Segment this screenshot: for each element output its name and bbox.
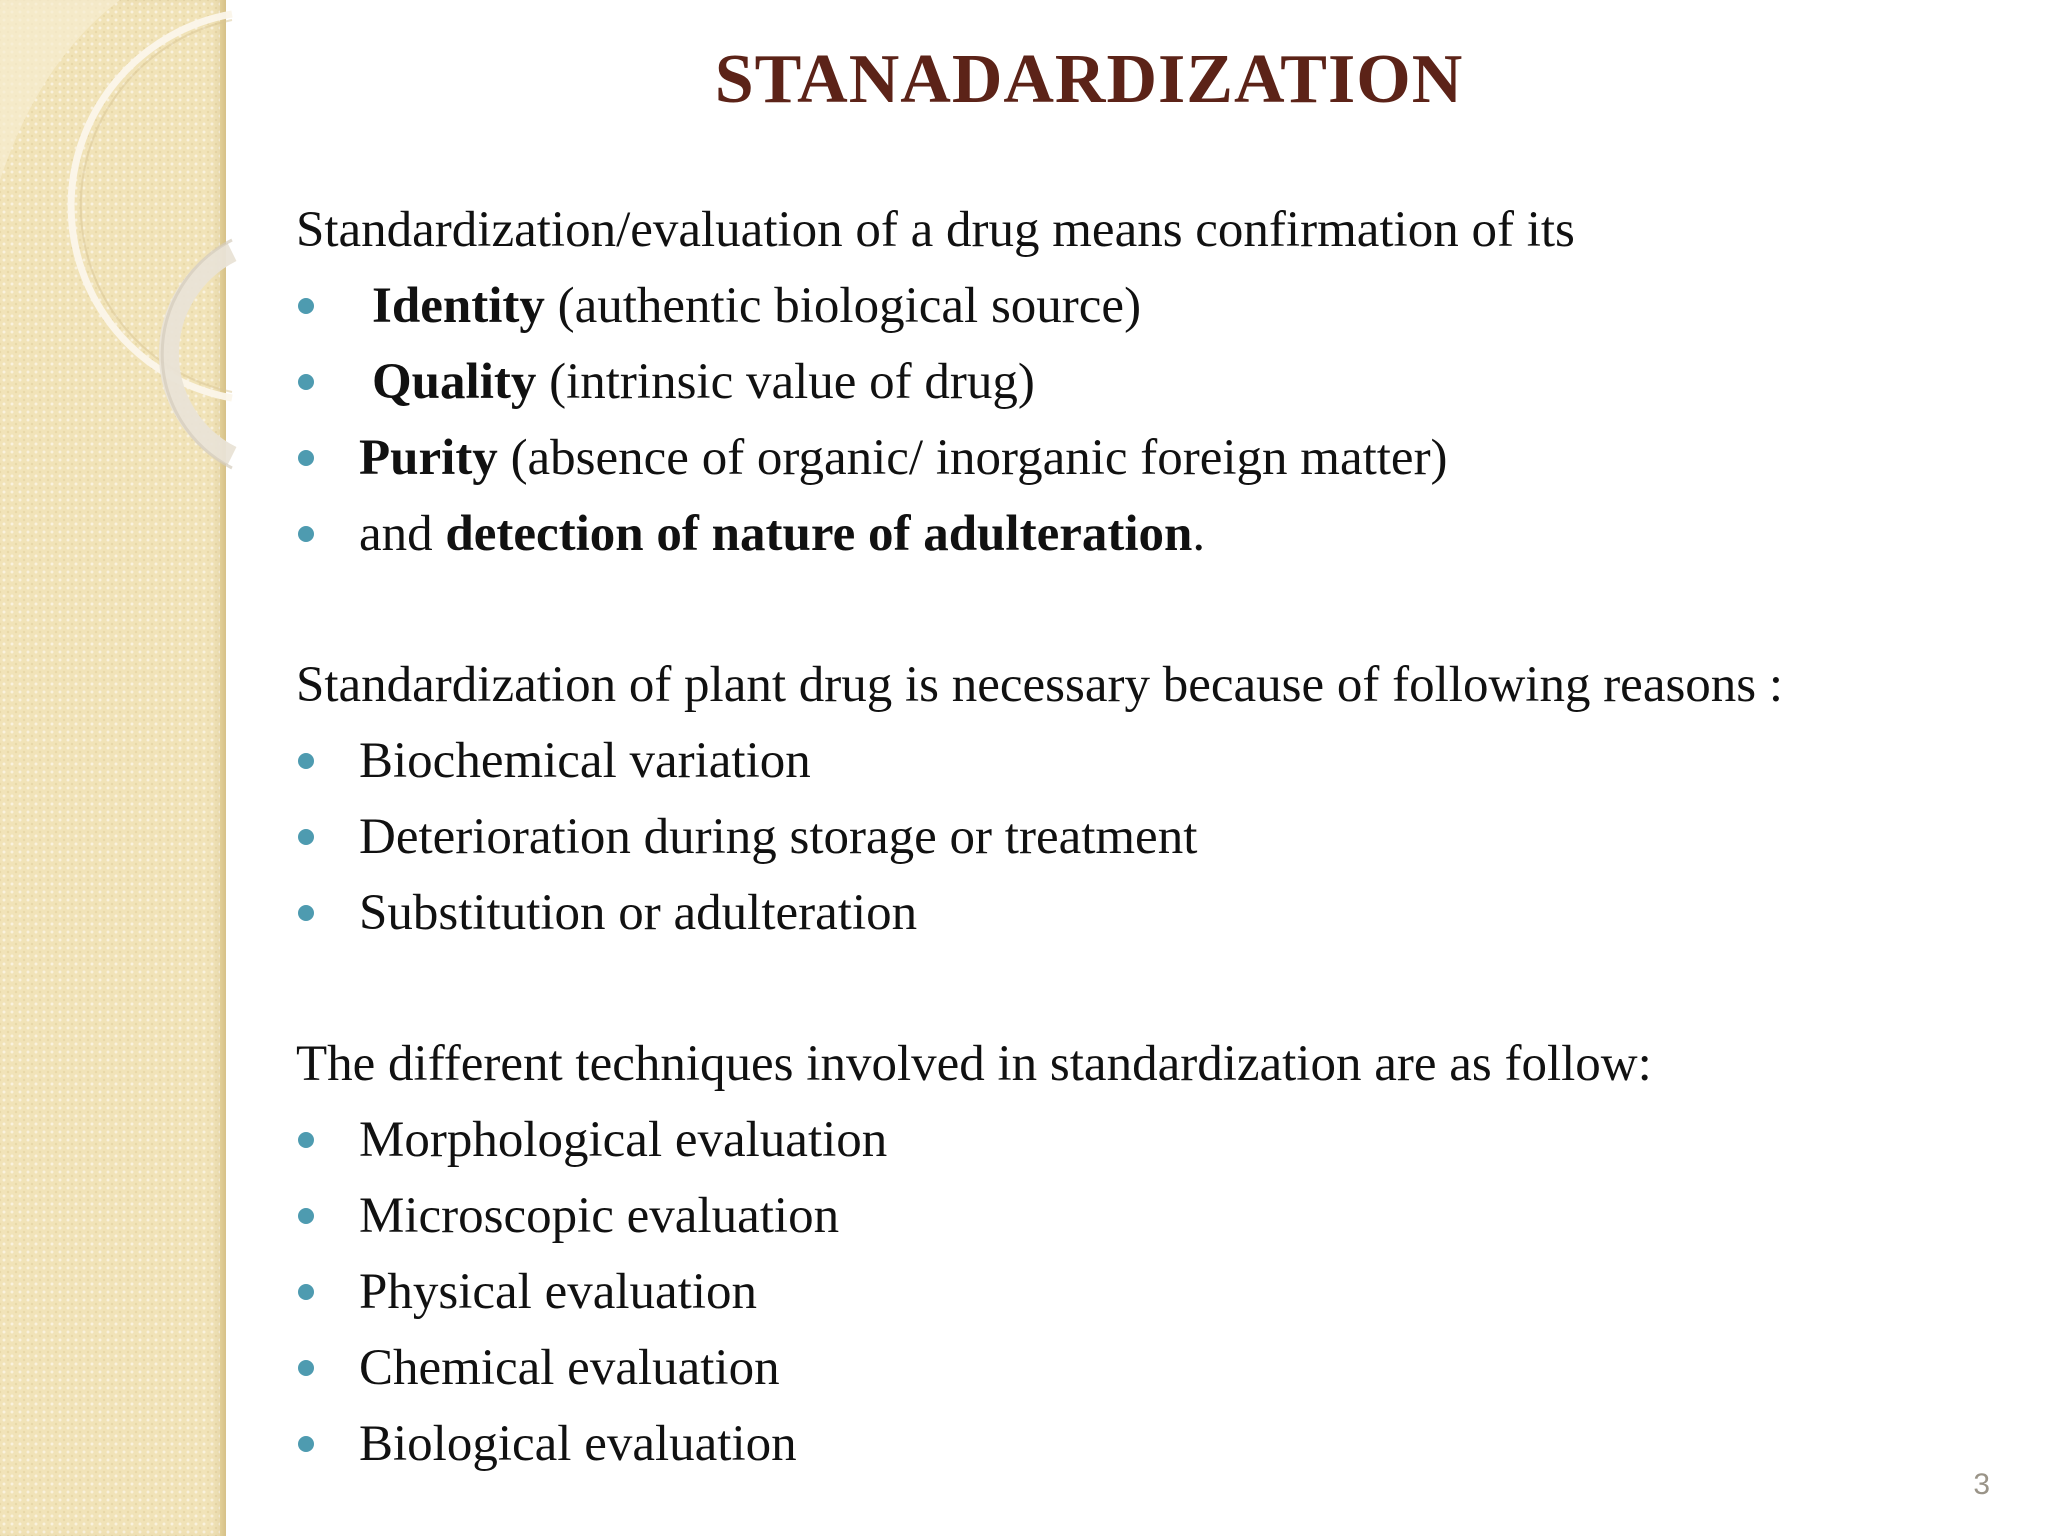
section2-intro: Standardization of plant drug is necessary because of following reasons : — [296, 657, 1784, 713]
bullet-icon — [298, 1132, 314, 1148]
bullet-icon — [298, 1360, 314, 1376]
bullet-icon — [298, 526, 314, 542]
list-item — [296, 420, 1996, 496]
list-item — [296, 875, 1996, 951]
bullet-icon — [298, 829, 314, 845]
list-item — [296, 496, 1996, 572]
item-text: Morphological evaluation — [359, 1112, 888, 1168]
slide-title: STANADARDIZATION — [714, 41, 1464, 118]
item-text: Chemical evaluation — [359, 1340, 780, 1396]
item-text: Physical evaluation — [359, 1264, 757, 1320]
item-text: Biological evaluation — [359, 1416, 797, 1472]
list-item — [296, 268, 1996, 344]
bullet-icon — [298, 1284, 314, 1300]
item-bold: Purity — [359, 430, 498, 486]
item-bold: detection of nature of adulteration — [445, 506, 1193, 562]
item-text: Microscopic evaluation — [359, 1188, 840, 1244]
list-item — [296, 1102, 1996, 1178]
list-item — [296, 1406, 1996, 1482]
slide-content — [296, 192, 1996, 1482]
item-text: (intrinsic value of drug) — [536, 354, 1035, 410]
item-text: Substitution or adulteration — [359, 885, 918, 941]
section3-intro: The different techniques involved in standardization are as follow: — [296, 1036, 1652, 1092]
item-text: (authentic biological source) — [544, 278, 1142, 334]
bullet-icon — [298, 1208, 314, 1224]
list-item — [296, 1254, 1996, 1330]
item-bold: Identity — [372, 278, 545, 334]
list-item — [296, 723, 1996, 799]
list-item — [296, 799, 1996, 875]
bullet-icon — [298, 450, 314, 466]
bullet-icon — [298, 298, 314, 314]
list-item — [296, 1330, 1996, 1406]
item-text: Deterioration during storage or treatment — [359, 809, 1198, 865]
bullet-icon — [298, 753, 314, 769]
spacer — [296, 951, 1996, 1026]
section1-intro: Standardization/evaluation of a drug means confirmation of its — [296, 202, 1575, 258]
bullet-icon — [298, 905, 314, 921]
item-bold: Quality — [372, 354, 537, 410]
list-item — [296, 1178, 1996, 1254]
bullet-icon — [298, 1436, 314, 1452]
bullet-icon — [298, 374, 314, 390]
item-text: . — [1192, 506, 1206, 562]
list-item — [296, 344, 1996, 420]
item-text: and — [359, 506, 446, 562]
item-text: (absence of organic/ inorganic foreign matter) — [497, 430, 1448, 486]
spacer — [296, 572, 1996, 647]
item-text: Biochemical variation — [359, 733, 811, 789]
page-number: 3 — [1973, 1468, 1990, 1501]
